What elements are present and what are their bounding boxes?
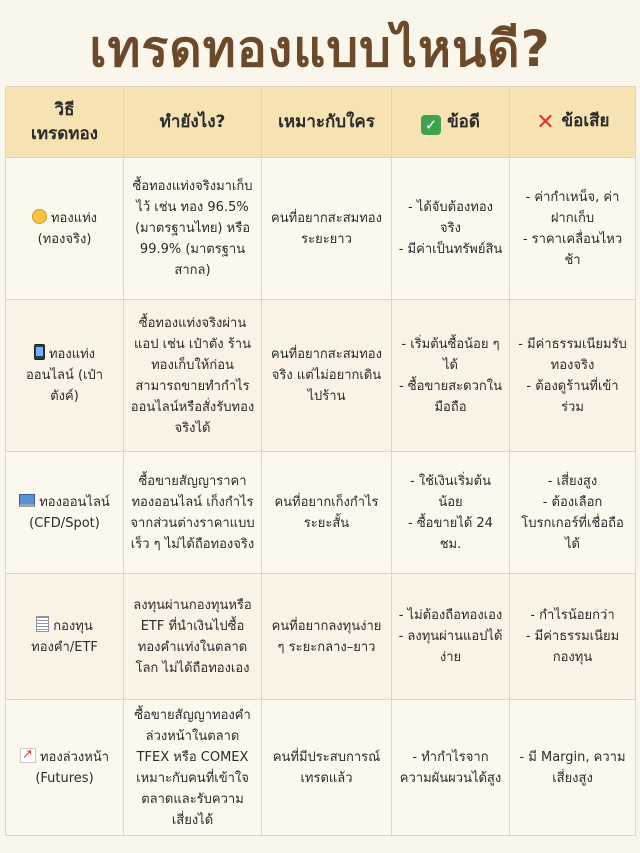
row-who: คนที่อยากสะสมทองระยะยาว — [262, 158, 392, 300]
cons-item: - ราคาเคลื่อนไหวช้า — [522, 231, 623, 268]
pros-item: - ได้จับต้องทองจริง — [408, 200, 493, 236]
header-method — [6, 87, 124, 158]
row-who: คนที่มีประสบการณ์เทรดแล้ว — [262, 700, 392, 836]
row-method-line2: (CFD/Spot) — [29, 515, 100, 531]
header-pros — [392, 87, 510, 158]
row-method-line2: (Futures) — [35, 770, 94, 786]
row-who: คนที่อยากเก็งกำไรระยะสั้น — [262, 452, 392, 574]
row-method — [6, 452, 124, 574]
cons-item: - มีค่าธรรมเนียมกองทุน — [525, 629, 620, 665]
table-row — [6, 700, 636, 836]
row-method-line2: ออนไลน์ (เป๋าตังค์) — [25, 368, 104, 404]
mobile-phone-icon — [34, 344, 45, 360]
pros-item: - เริ่มต้นซื้อน้อย ๆ ได้ — [401, 336, 500, 373]
pros-item: - ทำกำไรจากความผันผวนได้สูง — [399, 749, 502, 786]
cons-item: - ค่ากำเหน็จ, ค่าฝากเก็บ — [525, 189, 620, 226]
row-cons — [510, 158, 636, 300]
pros-item: - ซื้อขายได้ 24 ชม. — [408, 515, 493, 552]
row-method-line1: ทองแท่ง — [50, 210, 98, 226]
row-method — [6, 700, 124, 836]
row-cons — [510, 700, 636, 836]
chart-increasing-icon — [20, 748, 36, 763]
pros-item: - ไม่ต้องถือทองเอง — [398, 608, 503, 623]
row-how: ซื้อทองแท่งจริงมาเก็บไว้ เช่น ทอง 96.5% (มาตรฐานไทย) หรือ 99.9% (มาตรฐานสากล) — [124, 158, 262, 300]
row-method — [6, 158, 124, 300]
table-row — [6, 574, 636, 700]
cons-item: - ต้องดูร้านที่เข้าร่วม — [526, 378, 619, 415]
pros-item: - ใช้เงินเริ่มต้นน้อย — [410, 473, 491, 510]
header-cons — [510, 87, 636, 158]
row-cons — [510, 574, 636, 700]
row-method-line1: ทองแท่ง — [48, 347, 96, 362]
header-cons-label: ข้อเสีย — [561, 111, 610, 131]
cons-item: - เสี่ยงสูง — [547, 473, 598, 489]
row-method-line2: (ทองจริง) — [37, 231, 92, 247]
cons-item: - มี Margin, ความเสี่ยงสูง — [519, 749, 626, 786]
row-method-line1: กองทุน — [53, 618, 93, 634]
table-row — [6, 452, 636, 574]
cons-item: - ต้องเลือกโบรกเกอร์ที่เชื่อถือได้ — [521, 494, 624, 552]
row-method — [6, 300, 124, 452]
header-pros-label: ข้อดี — [447, 111, 480, 132]
row-how: ซื้อขายสัญญาราคาทองออนไลน์ เก็งกำไรจากส่วนต่างราคาแบบเร็ว ๆ ไม่ได้ถือทองจริง — [124, 452, 262, 574]
row-cons — [510, 452, 636, 574]
table-header-row — [6, 87, 636, 158]
table-row — [6, 158, 636, 300]
page-title: เทรดทองแบบไหนดี? — [89, 20, 551, 78]
row-cons — [510, 300, 636, 452]
row-pros — [392, 574, 510, 700]
row-pros — [392, 158, 510, 300]
check-mark-icon: ✓ — [421, 115, 441, 135]
laptop-icon — [19, 494, 35, 507]
header-method-line2: เทรดทอง — [31, 124, 98, 144]
table-row — [6, 300, 636, 452]
cons-item: - มีค่าธรรมเนียมรับทองจริง — [518, 336, 627, 373]
comparison-table — [5, 86, 636, 836]
document-icon — [36, 616, 49, 632]
row-how: ซื้อขายสัญญาทองคำล่วงหน้าในตลาด TFEX หรือ COMEX เหมาะกับคนที่เข้าใจตลาดและรับความเสี่ยงได้ — [124, 700, 262, 836]
cons-item: - กำไรน้อยกว่า — [530, 608, 615, 623]
row-method-line2: ทองคำ/ETF — [31, 639, 98, 655]
row-who: คนที่อยากลงทุนง่าย ๆ ระยะกลาง–ยาว — [262, 574, 392, 700]
pros-item: - ซื้อขายสะดวกในมือถือ — [398, 378, 503, 415]
gold-coin-icon — [32, 209, 47, 224]
row-method — [6, 574, 124, 700]
row-pros — [392, 700, 510, 836]
row-pros — [392, 452, 510, 574]
pros-item: - ลงทุนผ่านแอปได้ง่าย — [398, 629, 503, 665]
row-how: ลงทุนผ่านกองทุนหรือ ETF ที่นำเงินไปซื้อทองคำแท่งในตลาดโลก ไม่ได้ถือทองเอง — [124, 574, 262, 700]
pros-item: - มีค่าเป็นทรัพย์สิน — [398, 242, 503, 257]
header-who: เหมาะกับใคร — [262, 87, 392, 158]
row-method-line1: ทองล่วงหน้า — [39, 749, 110, 765]
cross-mark-icon: ✕ — [536, 110, 555, 135]
row-who: คนที่อยากสะสมทองจริง แต่ไม่อยากเดินไปร้าน — [262, 300, 392, 452]
header-how: ทำยังไง? — [124, 87, 262, 158]
header-method-line1: วิธี — [54, 100, 75, 120]
row-pros — [392, 300, 510, 452]
row-method-line1: ทองออนไลน์ — [39, 494, 110, 510]
row-how: ซื้อทองแท่งจริงผ่านแอป เช่น เป๋าตัง ร้านทองเก็บให้ก่อน สามารถขายทำกำไรออนไลน์หรือสั่งรับทองจริงได้ — [124, 300, 262, 452]
